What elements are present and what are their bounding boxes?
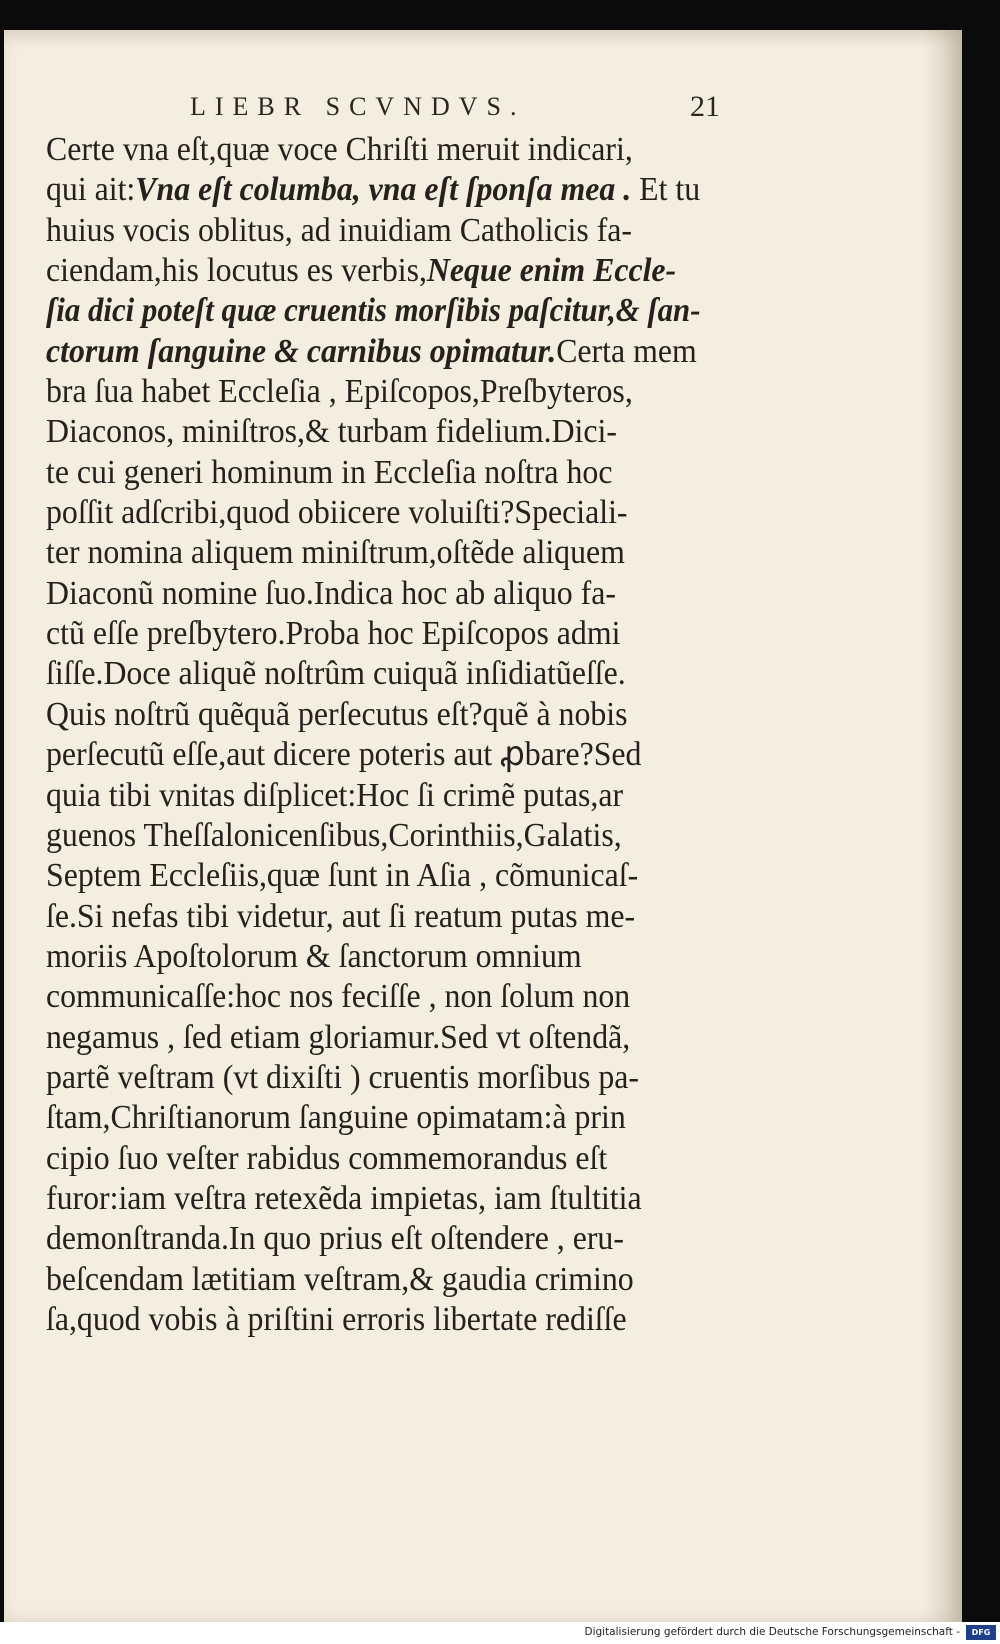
text-segment: qui ait: — [46, 171, 136, 209]
text-line — [46, 170, 701, 210]
italic-segment: ſia dici poteſt quæ cruentis morſibis paſcitur,& ſan- — [46, 292, 701, 330]
page-number: 21 — [690, 90, 720, 123]
text-segment: perſecutũ eſſe,aut dicere poteris aut ꝓbare?Sed — [46, 736, 642, 774]
text-line — [46, 695, 701, 735]
text-line — [46, 1139, 701, 1179]
text-line — [46, 897, 701, 937]
text-line — [46, 372, 701, 412]
text-line — [46, 614, 701, 654]
text-segment: Diaconũ nomine ſuo.Indica hoc ab aliquo fa- — [46, 574, 616, 612]
text-segment: furor:iam veſtra retexẽda impietas, iam ſtultitia — [46, 1179, 642, 1217]
text-segment: Septem Eccleſiis,quæ ſunt in Aſia , cõmunicaſ- — [46, 857, 639, 895]
text-line — [46, 1260, 701, 1300]
text-segment: communicaſſe:hoc nos feciſſe , non ſolum non — [46, 978, 631, 1016]
text-segment: beſcendam lætitiam veſtram,& gaudia crimino — [46, 1260, 634, 1298]
text-line — [46, 1018, 701, 1058]
text-segment: quia tibi vnitas diſplicet:Hoc ſi crimẽ putas,ar — [46, 776, 624, 814]
running-title: LIEBR SCVNDVS. — [190, 92, 526, 121]
text-line — [46, 1300, 701, 1340]
text-line — [46, 856, 701, 896]
text-line — [46, 453, 701, 493]
dfg-logo: DFG — [966, 1625, 996, 1640]
text-segment: ſa,quod vobis à priſtini erroris libertate rediſſe — [46, 1300, 627, 1338]
text-segment: Diaconos, miniſtros,& turbam fidelium.Dici- — [46, 413, 617, 451]
text-segment: ſtam,Chriſtianorum ſanguine opimatam:à prin — [46, 1099, 626, 1137]
text-line — [46, 574, 701, 614]
text-segment: Certe vna eſt,quæ voce Chriſti meruit indicari, — [46, 131, 633, 168]
text-line — [46, 1219, 701, 1259]
text-line — [46, 533, 701, 573]
text-segment: huius vocis oblitus, ad inuidiam Catholicis fa- — [46, 211, 633, 249]
text-segment: Certa mem — [556, 332, 697, 370]
funding-notice: Digitalisierung gefördert durch die Deutsche Forschungsgemeinschaft - — [584, 1626, 960, 1638]
text-line — [46, 332, 701, 372]
text-segment: guenos Theſſalonicenſibus,Corinthiis,Galatis, — [46, 816, 622, 854]
text-line — [46, 493, 701, 533]
text-segment: ctũ eſſe preſbytero.Proba hoc Epiſcopos admi — [46, 615, 621, 653]
text-line — [46, 1058, 701, 1098]
text-segment: ciendam,his locutus es verbis, — [46, 252, 427, 290]
body-text — [46, 130, 746, 1340]
running-head — [190, 92, 720, 132]
text-line — [46, 211, 701, 251]
text-line — [46, 654, 701, 694]
text-segment: te cui generi hominum in Eccleſia noſtra hoc — [46, 453, 613, 491]
text-line — [46, 776, 701, 816]
italic-segment: Vna eſt columba, vna eſt ſponſa mea . — [135, 171, 632, 209]
text-segment: Quis noſtrũ quẽquã perſecutus eſt?quẽ à nobis — [46, 695, 628, 733]
text-segment: poſſit adſcribi,quod obiicere voluiſti?Speciali- — [46, 494, 628, 532]
italic-segment: Neque enim Eccle- — [426, 252, 677, 290]
text-segment: partẽ veſtram (vt dixiſti ) cruentis morſibus pa- — [46, 1058, 640, 1096]
text-segment: ſe.Si nefas tibi videtur, aut ſi reatum putas me- — [46, 897, 636, 935]
text-line — [46, 977, 701, 1017]
text-line — [46, 412, 701, 452]
text-segment: moriis Apoſtolorum & ſanctorum omnium — [46, 937, 582, 975]
text-line — [46, 937, 701, 977]
text-line — [46, 1098, 701, 1138]
footer-bar — [0, 1622, 1000, 1644]
text-segment: cipio ſuo veſter rabidus commemorandus eſt — [46, 1139, 608, 1177]
text-line — [46, 130, 701, 170]
text-line — [46, 291, 701, 331]
text-segment: bra ſua habet Eccleſia , Epiſcopos,Preſbyteros, — [46, 373, 633, 411]
italic-segment: ctorum ſanguine & carnibus opimatur. — [46, 332, 557, 370]
text-line — [46, 735, 701, 775]
text-line — [46, 816, 701, 856]
text-segment: ter nomina aliquem miniſtrum,oſtẽde aliquem — [46, 534, 625, 572]
page-edge-shadow — [922, 30, 962, 1622]
text-segment: demonſtranda.In quo prius eſt oſtendere , eru- — [46, 1220, 624, 1258]
book-page — [4, 30, 962, 1622]
text-segment: ſiſſe.Doce aliquẽ noſtrûm cuiquã inſidiatũeſſe. — [46, 655, 626, 693]
text-line — [46, 1179, 701, 1219]
text-line — [46, 251, 701, 291]
text-segment: Et tu — [631, 171, 701, 209]
text-segment: negamus , ſed etiam gloriamur.Sed vt oſtendã, — [46, 1018, 631, 1056]
